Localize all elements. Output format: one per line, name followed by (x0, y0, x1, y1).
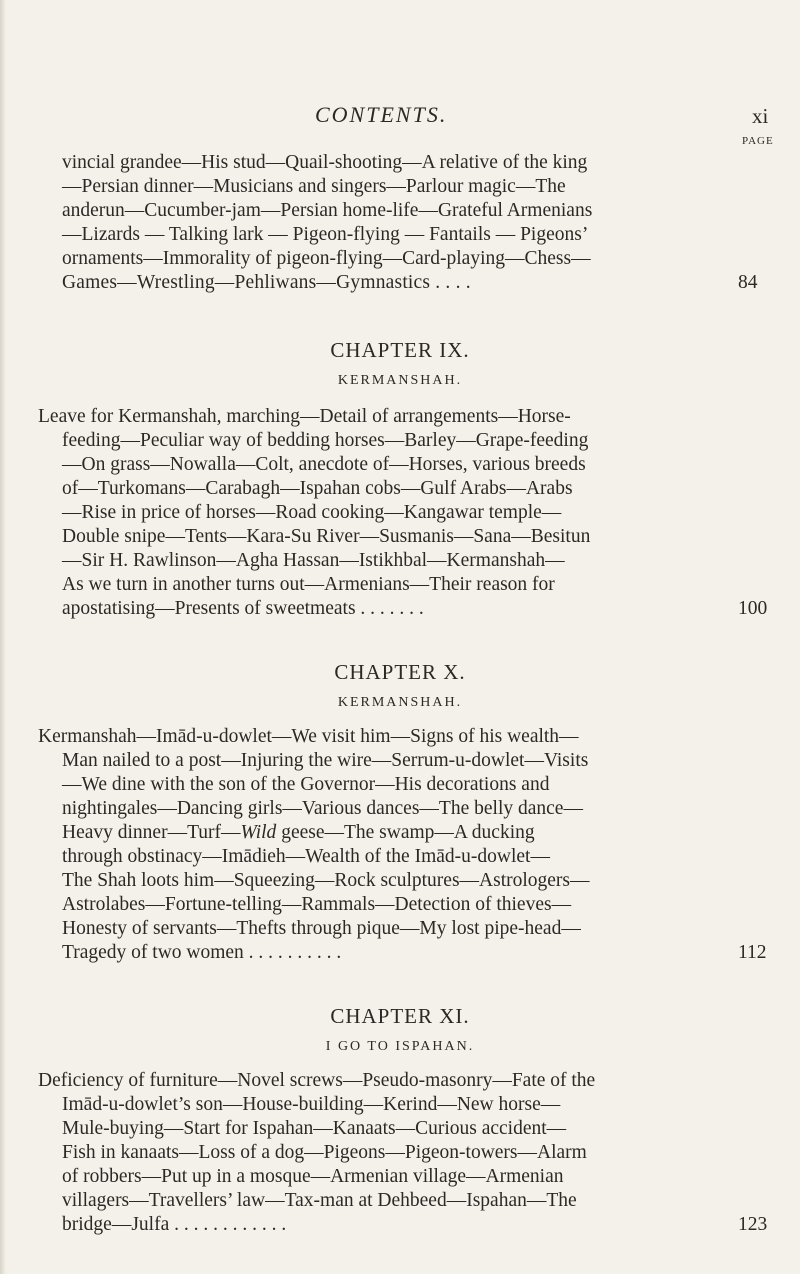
contents-line: Honesty of servants—Thefts through pique—My lost pipe-head— (62, 918, 581, 939)
page-number: 112 (738, 942, 767, 963)
contents-line: The Shah loots him—Squeezing—Rock sculptures—Astrologers— (62, 870, 590, 891)
contents-line: —Sir H. Rawlinson—Agha Hassan—Istikhbal—Kermanshah— (62, 550, 565, 571)
contents-line: —We dine with the son of the Governor—His decorations and (62, 774, 550, 795)
running-title: CONTENTS. (315, 102, 448, 127)
contents-line: Double snipe—Tents—Kara-Su River—Susmanis—Sana—Besitun (62, 526, 591, 547)
contents-line: nightingales—Dancing girls—Various dances—The belly dance— (62, 798, 583, 819)
contents-line: As we turn in another turns out—Armenians—Their reason for (62, 574, 555, 595)
page-column-label: PAGE (742, 135, 774, 147)
line-text: geese—The swamp—A ducking (276, 822, 535, 843)
contents-line: —Persian dinner—Musicians and singers—Parlour magic—The (62, 176, 566, 197)
page-folio: xi (752, 104, 769, 128)
contents-line: villagers—Travellers’ law—Tax-man at Dehbeed—Ispahan—The (62, 1190, 577, 1211)
contents-line: of—Turkomans—Carabagh—Ispahan cobs—Gulf Arabs—Arabs (62, 478, 573, 499)
italic-word: Wild (240, 822, 277, 843)
page-number: 123 (738, 1214, 768, 1235)
contents-line (62, 822, 535, 844)
chapter-subtitle: KERMANSHAH. (337, 373, 463, 388)
contents-line: anderun—Cucumber-jam—Persian home-life—Grateful Armenians (62, 200, 593, 221)
contents-line: Astrolabes—Fortune-telling—Rammals—Detection of thieves— (62, 894, 572, 915)
contents-line: bridge—Julfa . . . . . . . . . . . . (62, 1214, 287, 1235)
contents-line: Mule-buying—Start for Ispahan—Kanaats—Curious accident— (62, 1118, 567, 1139)
chapter-title: CHAPTER X. (334, 660, 466, 684)
contents-line: Imād-u-dowlet’s son—House-building—Kerind—New horse— (62, 1094, 561, 1115)
contents-line: Deficiency of furniture—Novel screws—Pseudo-masonry—Fate of the (38, 1070, 596, 1091)
contents-line: vincial grandee—His stud—Quail-shooting—A relative of the king (62, 152, 588, 173)
contents-line: Kermanshah—Imād-u-dowlet—We visit him—Signs of his wealth— (38, 726, 579, 747)
contents-line: —Lizards — Talking lark — Pigeon-flying — Fantails — Pigeons’ (62, 224, 589, 245)
contents-line: Leave for Kermanshah, marching—Detail of arrangements—Horse- (38, 406, 571, 427)
chapter-title: CHAPTER IX. (330, 338, 470, 362)
contents-line: —Rise in price of horses—Road cooking—Kangawar temple— (62, 502, 562, 523)
page-gutter-shadow (0, 0, 6, 1274)
contents-line: —On grass—Nowalla—Colt, anecdote of—Horses, various breeds (62, 454, 586, 475)
chapter-title: CHAPTER XI. (330, 1004, 470, 1028)
running-head (0, 102, 800, 132)
contents-line: of robbers—Put up in a mosque—Armenian village—Armenian (62, 1166, 564, 1187)
page-number: 84 (738, 272, 758, 293)
page-number: 100 (738, 598, 768, 619)
contents-line: apostatising—Presents of sweetmeats . . . . . . . (62, 598, 424, 619)
contents-line: Games—Wrestling—Pehliwans—Gymnastics . . . . (62, 272, 471, 293)
chapter-subtitle: KERMANSHAH. (337, 695, 463, 710)
chapter-subtitle: I GO TO ISPAHAN. (325, 1039, 475, 1054)
contents-line: Tragedy of two women . . . . . . . . . . (62, 942, 342, 963)
contents-line: ornaments—Immorality of pigeon-flying—Card-playing—Chess— (62, 248, 591, 269)
contents-line: feeding—Peculiar way of bedding horses—Barley—Grape-feeding (62, 430, 589, 451)
line-text: Heavy dinner—Turf— (62, 822, 241, 843)
contents-line: Man nailed to a post—Injuring the wire—Serrum-u-dowlet—Visits (62, 750, 589, 771)
contents-line: Fish in kanaats—Loss of a dog—Pigeons—Pigeon-towers—Alarm (62, 1142, 587, 1163)
contents-line: through obstinacy—Imādieh—Wealth of the Imād-u-dowlet— (62, 846, 550, 867)
